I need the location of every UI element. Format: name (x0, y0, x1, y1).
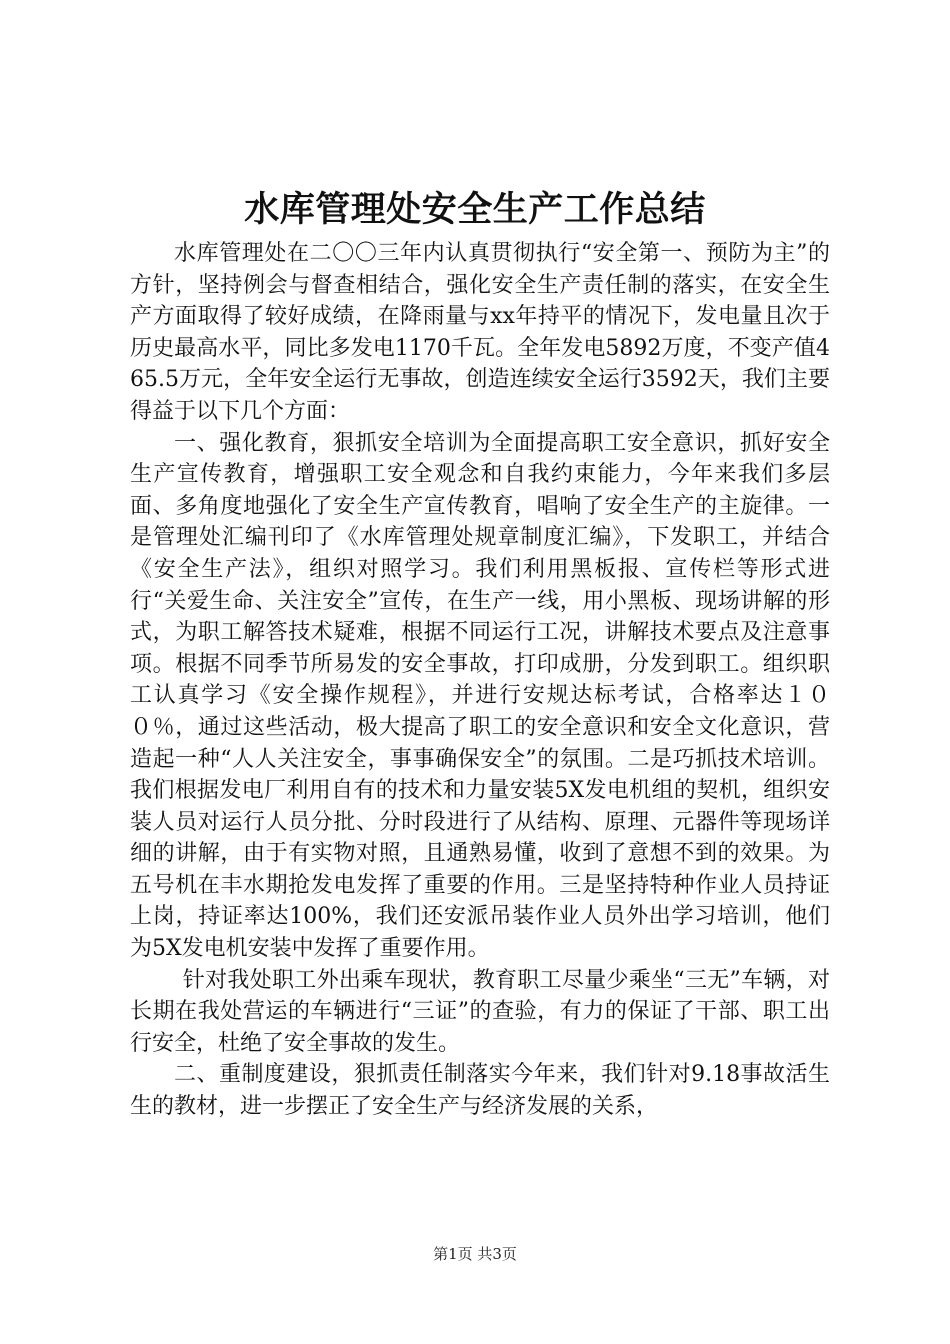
paragraph-commute-safety: 针对我处职工外出乘车现状，教育职工尽量少乘坐“三无”车辆，对长期在我处营运的车辆进行“三证”的查验，有力的保证了干部、职工出行安全，杜绝了安全事故的发生。 (130, 967, 830, 1056)
paragraph-system-building: 二、重制度建设，狠抓责任制落实今年来，我们针对9.18事故活生生的教材，进一步摆正了安全生产与经济发展的关系， (130, 1062, 830, 1120)
document-body (130, 238, 830, 1123)
page-number-footer: 第1页 共3页 (433, 1245, 517, 1263)
paragraph-intro: 水库管理处在二〇〇三年内认真贯彻执行“安全第一、预防为主”的方针，坚持例会与督查相结合，强化安全生产责任制的落实，在安全生产方面取得了较好成绩，在降雨量与xx年持平的情况下，发电量且次于历史最高水平，同比多发电1170千瓦。全年发电5892万度，不变产值465.5万元，全年安全运行无事故，创造连续安全运行3592天，我们主要得益于以下几个方面： (130, 241, 830, 424)
document-title: 水库管理处安全生产工作总结 (244, 189, 706, 230)
paragraph-education-training: 一、强化教育，狠抓安全培训为全面提高职工安全意识，抓好安全生产宣传教育，增强职工安全观念和自我约束能力，今年来我们多层面、多角度地强化了安全生产宣传教育，唱响了安全生产的主旋律。一是管理处汇编刊印了《水库管理处规章制度汇编》，下发职工，并结合《安全生产法》，组织对照学习。我们利用黑板报、宣传栏等形式进行“关爱生命、关注安全”宣传，在生产一线，用小黑板、现场讲解的形式，为职工解答技术疑难，根据不同运行工况，讲解技术要点及注意事项。根据不同季节所易发的安全事故，打印成册，分发到职工。组织职工认真学习《安全操作规程》，并进行安规达标考试，合格率达１００％，通过这些活动，极大提高了职工的安全意识和安全文化意识，营造起一种“人人关注安全，事事确保安全”的氛围。二是巧抓技术培训。我们根据发电厂利用自有的技术和力量安装5X发电机组的契机，组织安装人员对运行人员分批、分时段进行了从结构、原理、元器件等现场详细的讲解，由于有实物对照，且通熟易懂，收到了意想不到的效果。为五号机在丰水期抢发电发挥了重要的作用。三是坚持特种作业人员持证上岗，持证率达100%，我们还安派吊装作业人员外出学习培训，他们为5X发电机安装中发挥了重要作用。 (130, 430, 830, 962)
